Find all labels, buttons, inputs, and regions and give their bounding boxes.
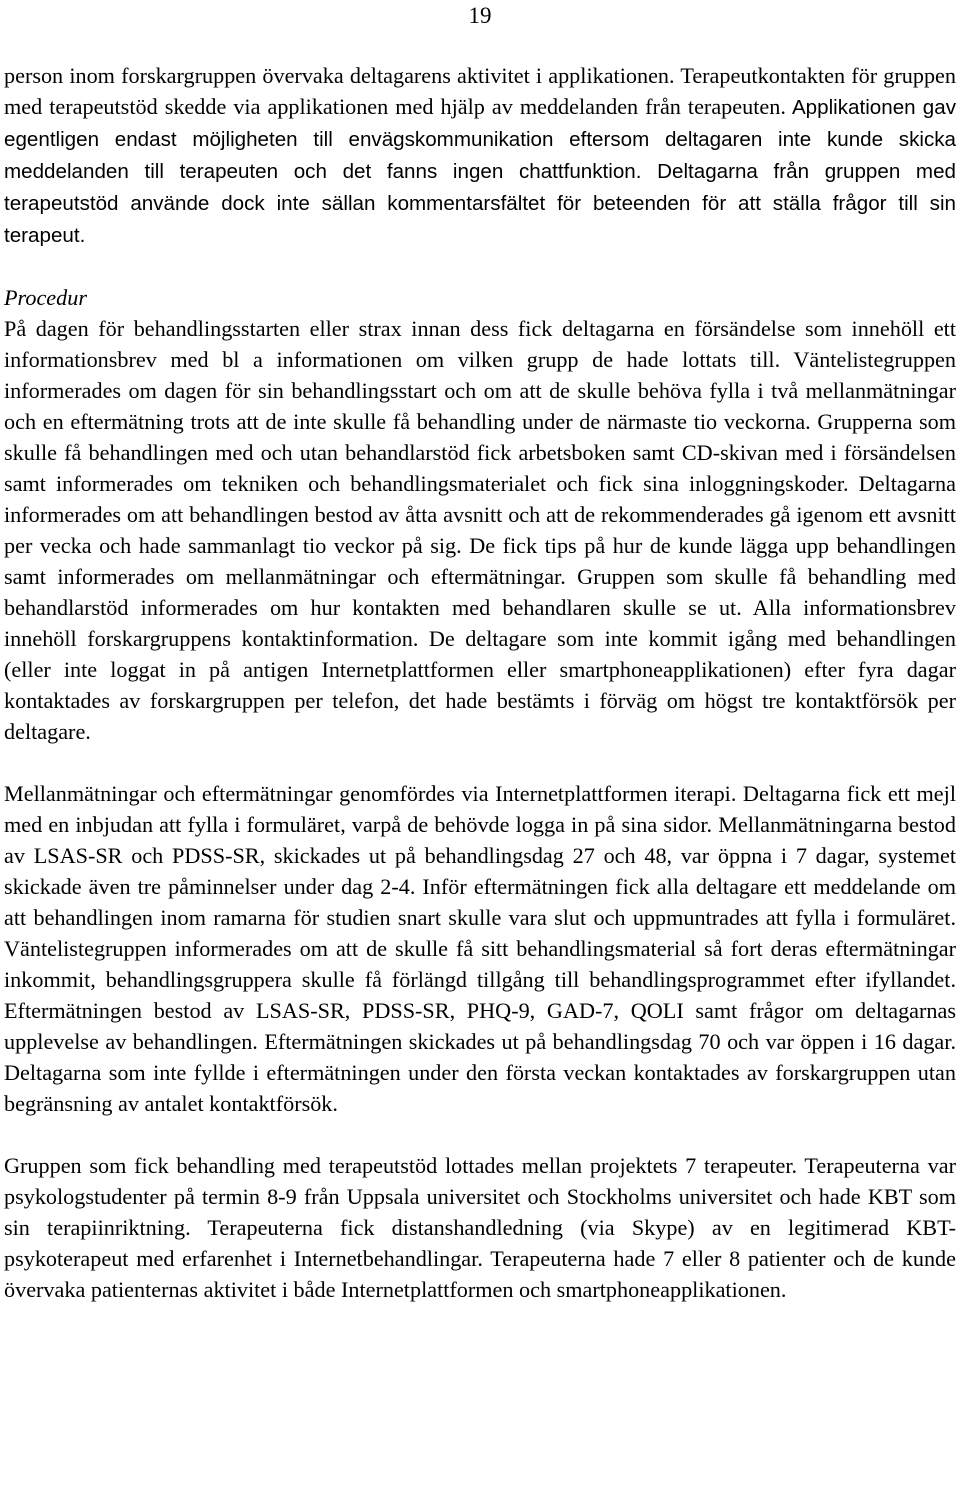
document-body bbox=[4, 60, 956, 1305]
paragraph-therapists: Gruppen som fick behandling med terapeutstöd lottades mellan projektets 7 terapeuter. Terapeuterna var psykologstudenter på termin 8-9 från Uppsala universitet och Stockholms universitet och hade KBT som sin terapiinriktning. Terapeuterna fick distanshandledning (via Skype) av en legitimerad KBT-psykoterapeut med erfarenhet i Internetbehandlingar. Terapeuterna hade 7 eller 8 patienter och de kunde övervaka patienternas aktivitet i både Internetplattformen och smartphoneapplikationen. bbox=[4, 1153, 956, 1302]
paragraph-gap bbox=[4, 1119, 956, 1150]
paragraph-text-sans: Applikationen gav egentligen endast möjligheten till envägskommunikation eftersom deltagaren inte kunde skicka meddelanden till terapeuten och det fanns ingen chattfunktion. Deltagarna från gruppen med terapeutstöd använde dock inte sällan kommentarsfältet för beteenden för att ställa frågor till sin terapeut. bbox=[4, 96, 957, 247]
paragraph-text: person inom forskargruppen övervaka deltagarens aktivitet i applikationen. Terapeutkontakten för gruppen med terapeutstöd skedde via applikationen med hjälp av meddelanden från terapeuten. bbox=[4, 63, 956, 119]
paragraph-gap bbox=[4, 747, 956, 778]
section-heading-procedur: Procedur bbox=[4, 285, 87, 310]
paragraph-procedure: På dagen för behandlingsstarten eller strax innan dess fick deltagarna en försändelse som innehöll ett informationsbrev med bl a informationen om vilken grupp de hade lottats till. Väntelistegruppen informerades om dagen för sin behandlingsstart och om att de skulle behöva fylla i två mellanmätningar och en eftermätning trots att de inte skulle få behandling under de närmaste tio veckorna. Grupperna som skulle få behandlingen med och utan behandlarstöd fick arbetsboken samt CD-skivan med i försändelsen samt informerades om tekniken och behandlingsmaterialet och fick sina inloggningskoder. Deltagarna informerades om att behandlingen bestod av åtta avsnitt och att de rekommenderades gå igenom ett avsnitt per vecka och hade sammanlagt tio veckor på sig. De fick tips på hur de kunde lägga upp behandlingen samt informerades om mellanmätningar och eftermätningar. Gruppen som skulle få behandling med behandlarstöd informerades om hur kontakten med behandlaren skulle se ut. Alla informationsbrev innehöll forskargruppens kontaktinformation. De deltagare som inte kommit igång med behandlingen (eller inte loggat in på antigen Internetplattformen eller smartphoneapplikationen) efter fyra dagar kontaktades av forskargruppen per telefon, det hade bestämts i förväg om högst tre kontaktförsök per deltagare. bbox=[4, 316, 956, 744]
paragraph-measurements: Mellanmätningar och eftermätningar genomfördes via Internetplattformen iterapi. Deltagarna fick ett mejl med en inbjudan att fylla i formuläret, varpå de behövde logga in på sina sidor. Mellanmätningarna bestod av LSAS-SR och PDSS-SR, skickades ut på behandlingsdag 27 och 48, var öppna i 7 dagar, systemet skickade även tre påminnelser under dag 2-4. Inför eftermätningen fick alla deltagare ett meddelande om att behandlingen inom ramarna för studien snart skulle vara slut och uppmuntrades att fylla i formuläret. Väntelistegruppen informerades om att de skulle få sitt behandlingsmaterial så fort deras eftermätningar inkommit, behandlingsgruppera skulle få förlängd tillgång till behandlingsprogrammet efter ifyllandet. Eftermätningen bestod av LSAS-SR, PDSS-SR, PHQ-9, GAD-7, QOLI samt frågor om deltagarnas upplevelse av behandlingen. Eftermätningen skickades ut på behandlingsdag 70 och var öppen i 16 dagar. Deltagarna som inte fyllde i eftermätningen under den första veckan kontaktades av forskargruppen utan begränsning av antalet kontaktförsök. bbox=[4, 781, 956, 1116]
page-number: 19 bbox=[468, 3, 492, 28]
paragraph-application-contact bbox=[4, 60, 956, 251]
paragraph-gap bbox=[4, 251, 956, 282]
